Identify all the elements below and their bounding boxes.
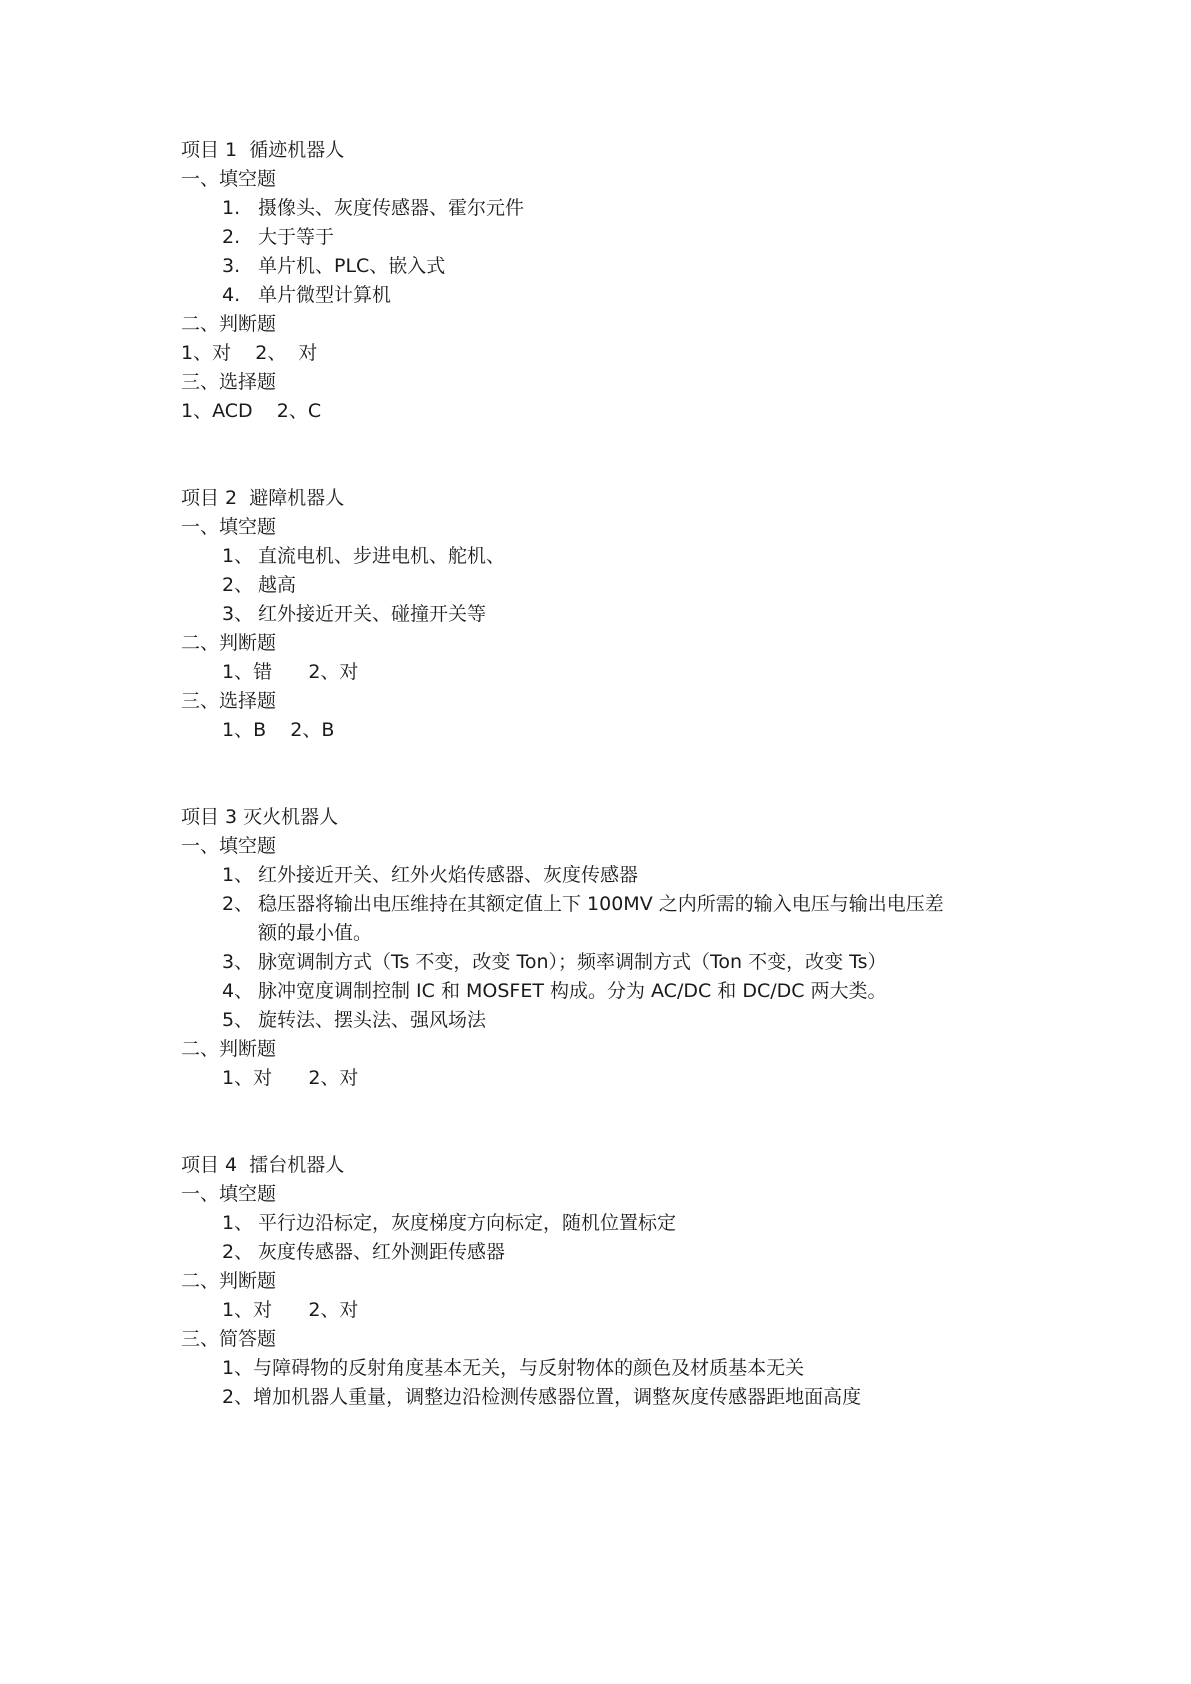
project-1-fill-heading: 一、填空题 <box>181 168 277 190</box>
project-3-fill-item-4: 4、 脉冲宽度调制控制 IC 和 MOSFET 构成。分为 AC/DC 和 DC/DC 两大类。 <box>222 980 887 1002</box>
project-1-choice-heading: 三、选择题 <box>181 371 277 393</box>
project-3-title: 项目 3 灭火机器人 <box>181 806 339 828</box>
project-4-short-heading: 三、简答题 <box>181 1328 277 1350</box>
project-4-judge-answers: 1、对 2、对 <box>222 1299 359 1321</box>
project-2-judge-heading: 二、判断题 <box>181 632 277 654</box>
project-3-judge-heading: 二、判断题 <box>181 1038 277 1060</box>
project-3-fill-item-5: 5、 旋转法、摆头法、强风场法 <box>222 1009 487 1031</box>
project-2-fill-item-2: 2、 越高 <box>222 574 297 596</box>
project-1-fill-item-4: 4. 单片微型计算机 <box>222 284 392 306</box>
project-1-title: 项目 1 循迹机器人 <box>181 139 345 161</box>
project-2-choice-heading: 三、选择题 <box>181 690 277 712</box>
project-1-choice-answers: 1、ACD 2、C <box>181 400 322 422</box>
project-1-fill-item-1: 1. 摄像头、灰度传感器、霍尔元件 <box>222 197 525 219</box>
project-2-fill-item-3: 3、 红外接近开关、碰撞开关等 <box>222 603 487 625</box>
project-3-fill-item-3: 3、 脉宽调制方式（Ts 不变，改变 Ton）；频率调制方式（Ton 不变，改变 Ts） <box>222 951 887 973</box>
project-4-fill-item-2: 2、 灰度传感器、红外测距传感器 <box>222 1241 506 1263</box>
project-2-judge-answers: 1、错 2、对 <box>222 661 359 683</box>
project-1-fill-item-3: 3. 单片机、PLC、嵌入式 <box>222 255 446 277</box>
project-3-fill-item-2: 2、 稳压器将输出电压维持在其额定值上下 100MV 之内所需的输入电压与输出电压差 <box>222 893 944 915</box>
project-4-short-answer-1: 1、与障碍物的反射角度基本无关，与反射物体的颜色及材质基本无关 <box>222 1357 805 1379</box>
project-4-short-answer-2: 2、增加机器人重量，调整边沿检测传感器位置，调整灰度传感器距地面高度 <box>222 1386 862 1408</box>
project-3-fill-heading: 一、填空题 <box>181 835 277 857</box>
project-1-fill-item-2: 2. 大于等于 <box>222 226 335 248</box>
project-4-fill-item-1: 1、 平行边沿标定，灰度梯度方向标定，随机位置标定 <box>222 1212 677 1234</box>
project-1-judge-heading: 二、判断题 <box>181 313 277 335</box>
project-2-title: 项目 2 避障机器人 <box>181 487 345 509</box>
project-3-judge-answers: 1、对 2、对 <box>222 1067 359 1089</box>
project-3-fill-item-1: 1、 红外接近开关、红外火焰传感器、灰度传感器 <box>222 864 639 886</box>
project-2-fill-item-1: 1、 直流电机、步进电机、舵机、 <box>222 545 506 567</box>
project-2-fill-heading: 一、填空题 <box>181 516 277 538</box>
project-4-fill-heading: 一、填空题 <box>181 1183 277 1205</box>
project-4-judge-heading: 二、判断题 <box>181 1270 277 1292</box>
project-1-judge-answers: 1、对 2、 对 <box>181 342 318 364</box>
project-4-title: 项目 4 擂台机器人 <box>181 1154 345 1176</box>
project-3-fill-item-2-cont: 额的最小值。 <box>258 922 373 944</box>
project-2-choice-answers: 1、B 2、B <box>222 719 335 741</box>
